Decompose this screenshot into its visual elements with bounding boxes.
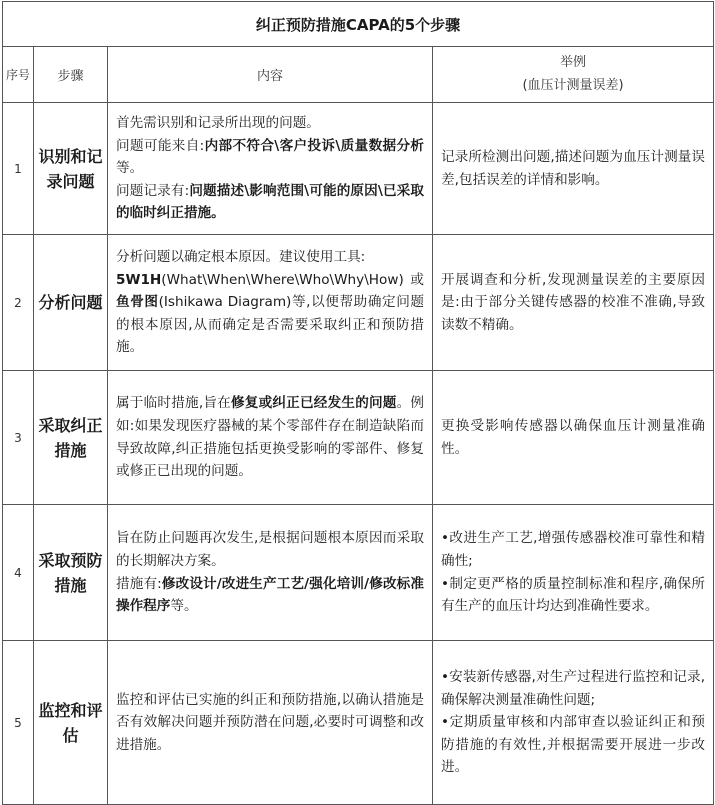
step-content — [108, 505, 433, 641]
example-text: 记录所检测出问题,描述问题为血压计测量误差,包括误差的详情和影响。 — [441, 148, 706, 188]
header-step: 步骤 — [34, 47, 108, 103]
example-bullet: •定期质量审核和内部审查以验证纠正和预防措施的有效性,并根据需要开展进一步改进。 — [441, 714, 706, 776]
step-example — [433, 505, 714, 641]
header-row — [3, 47, 714, 103]
content-bold: 鱼骨图 — [116, 294, 159, 311]
content-text: (What\When\Where\Who\Why\How)或 — [161, 271, 424, 288]
content-text: 措施有: — [116, 575, 162, 592]
step-example — [433, 103, 714, 235]
step-name: 采取纠正措施 — [34, 371, 108, 505]
step-name: 监控和评估 — [34, 641, 108, 805]
content-bold: 内部不符合\客户投诉\质量数据分析 — [204, 137, 424, 154]
table-title: 纠正预防措施CAPA的5个步骤 — [3, 2, 714, 47]
content-line — [116, 269, 424, 359]
row-number: 2 — [3, 235, 34, 371]
example-bullet: •安装新传感器,对生产过程进行监控和记录,确保解决测量准确性问题; — [441, 669, 706, 708]
row-number: 3 — [3, 371, 34, 505]
step-name: 识别和记录问题 — [34, 103, 108, 235]
row-number: 4 — [3, 505, 34, 641]
step-example — [433, 235, 714, 371]
table-row — [3, 103, 714, 235]
table-row — [3, 371, 714, 505]
capa-table — [2, 1, 714, 805]
step-content — [108, 235, 433, 371]
content-text: 等。 — [170, 598, 198, 615]
header-example-sub: (血压计测量误差) — [522, 77, 624, 93]
header-no: 序号 — [3, 47, 34, 103]
row-number: 1 — [3, 103, 34, 235]
content-line — [116, 392, 424, 482]
table-row — [3, 505, 714, 641]
content-text: 。例如:如果发现医疗器械的某个零部件存在制造缺陷而导致故障,纠正措施包括更换受影响的零部件、修复或修正已出现的问题。 — [116, 395, 425, 480]
content-text: 属于临时措施,旨在 — [116, 395, 231, 412]
step-example — [433, 371, 714, 505]
content-line — [116, 180, 424, 225]
header-example — [433, 47, 714, 103]
content-bold: 问题描述\影响范围\可能的原因\已采取的临时纠正措施。 — [116, 182, 424, 222]
content-bold: 修复或纠正已经发生的问题 — [230, 395, 397, 412]
content-line — [116, 573, 424, 618]
step-content — [108, 103, 433, 235]
example-text: 更换受影响传感器以确保血压计测量准确性。 — [441, 417, 706, 457]
content-bold: 5W1H — [116, 271, 162, 288]
example-text: 开展调查和分析,发现测量误差的主要原因是:由于部分关键传感器的校准不准确,导致读数不精确。 — [441, 271, 706, 333]
table-row — [3, 641, 714, 805]
step-example — [433, 641, 714, 805]
content-line: 旨在防止问题再次发生,是根据问题根本原因而采取的长期解决方案。 — [116, 530, 424, 569]
row-number: 5 — [3, 641, 34, 805]
example-bullet: •改进生产工艺,增强传感器校准可靠性和精确性; — [441, 530, 706, 569]
content-line: 监控和评估已实施的纠正和预防措施,以确认措施是否有效解决问题并预防潜在问题,必要时可调整和改进措施。 — [116, 691, 424, 753]
content-text: 问题记录有: — [116, 182, 190, 199]
content-line: 分析问题以确定根本原因。建议使用工具: — [116, 249, 366, 266]
header-content: 内容 — [108, 47, 433, 103]
content-bold: 修改设计/改进生产工艺/强化培训/修改标准操作程序 — [116, 575, 424, 615]
step-content — [108, 371, 433, 505]
example-bullet: •制定更严格的质量控制标准和程序,确保所有生产的血压计均达到准确性要求。 — [441, 575, 706, 615]
content-text: 问题可能来自: — [116, 137, 205, 154]
content-text: 等。 — [116, 160, 144, 177]
step-name: 采取预防措施 — [34, 505, 108, 641]
content-line — [116, 135, 424, 180]
title-row — [3, 2, 714, 47]
step-content — [108, 641, 433, 805]
table-row — [3, 235, 714, 371]
step-name: 分析问题 — [34, 235, 108, 371]
content-text: (Ishikawa Diagram)等,以便帮助确定问题的根本原因,从而确定是否需要采取纠正和预防措施。 — [116, 294, 424, 356]
content-line: 首先需识别和记录所出现的问题。 — [116, 115, 320, 132]
header-example-label: 举例 — [560, 54, 587, 70]
